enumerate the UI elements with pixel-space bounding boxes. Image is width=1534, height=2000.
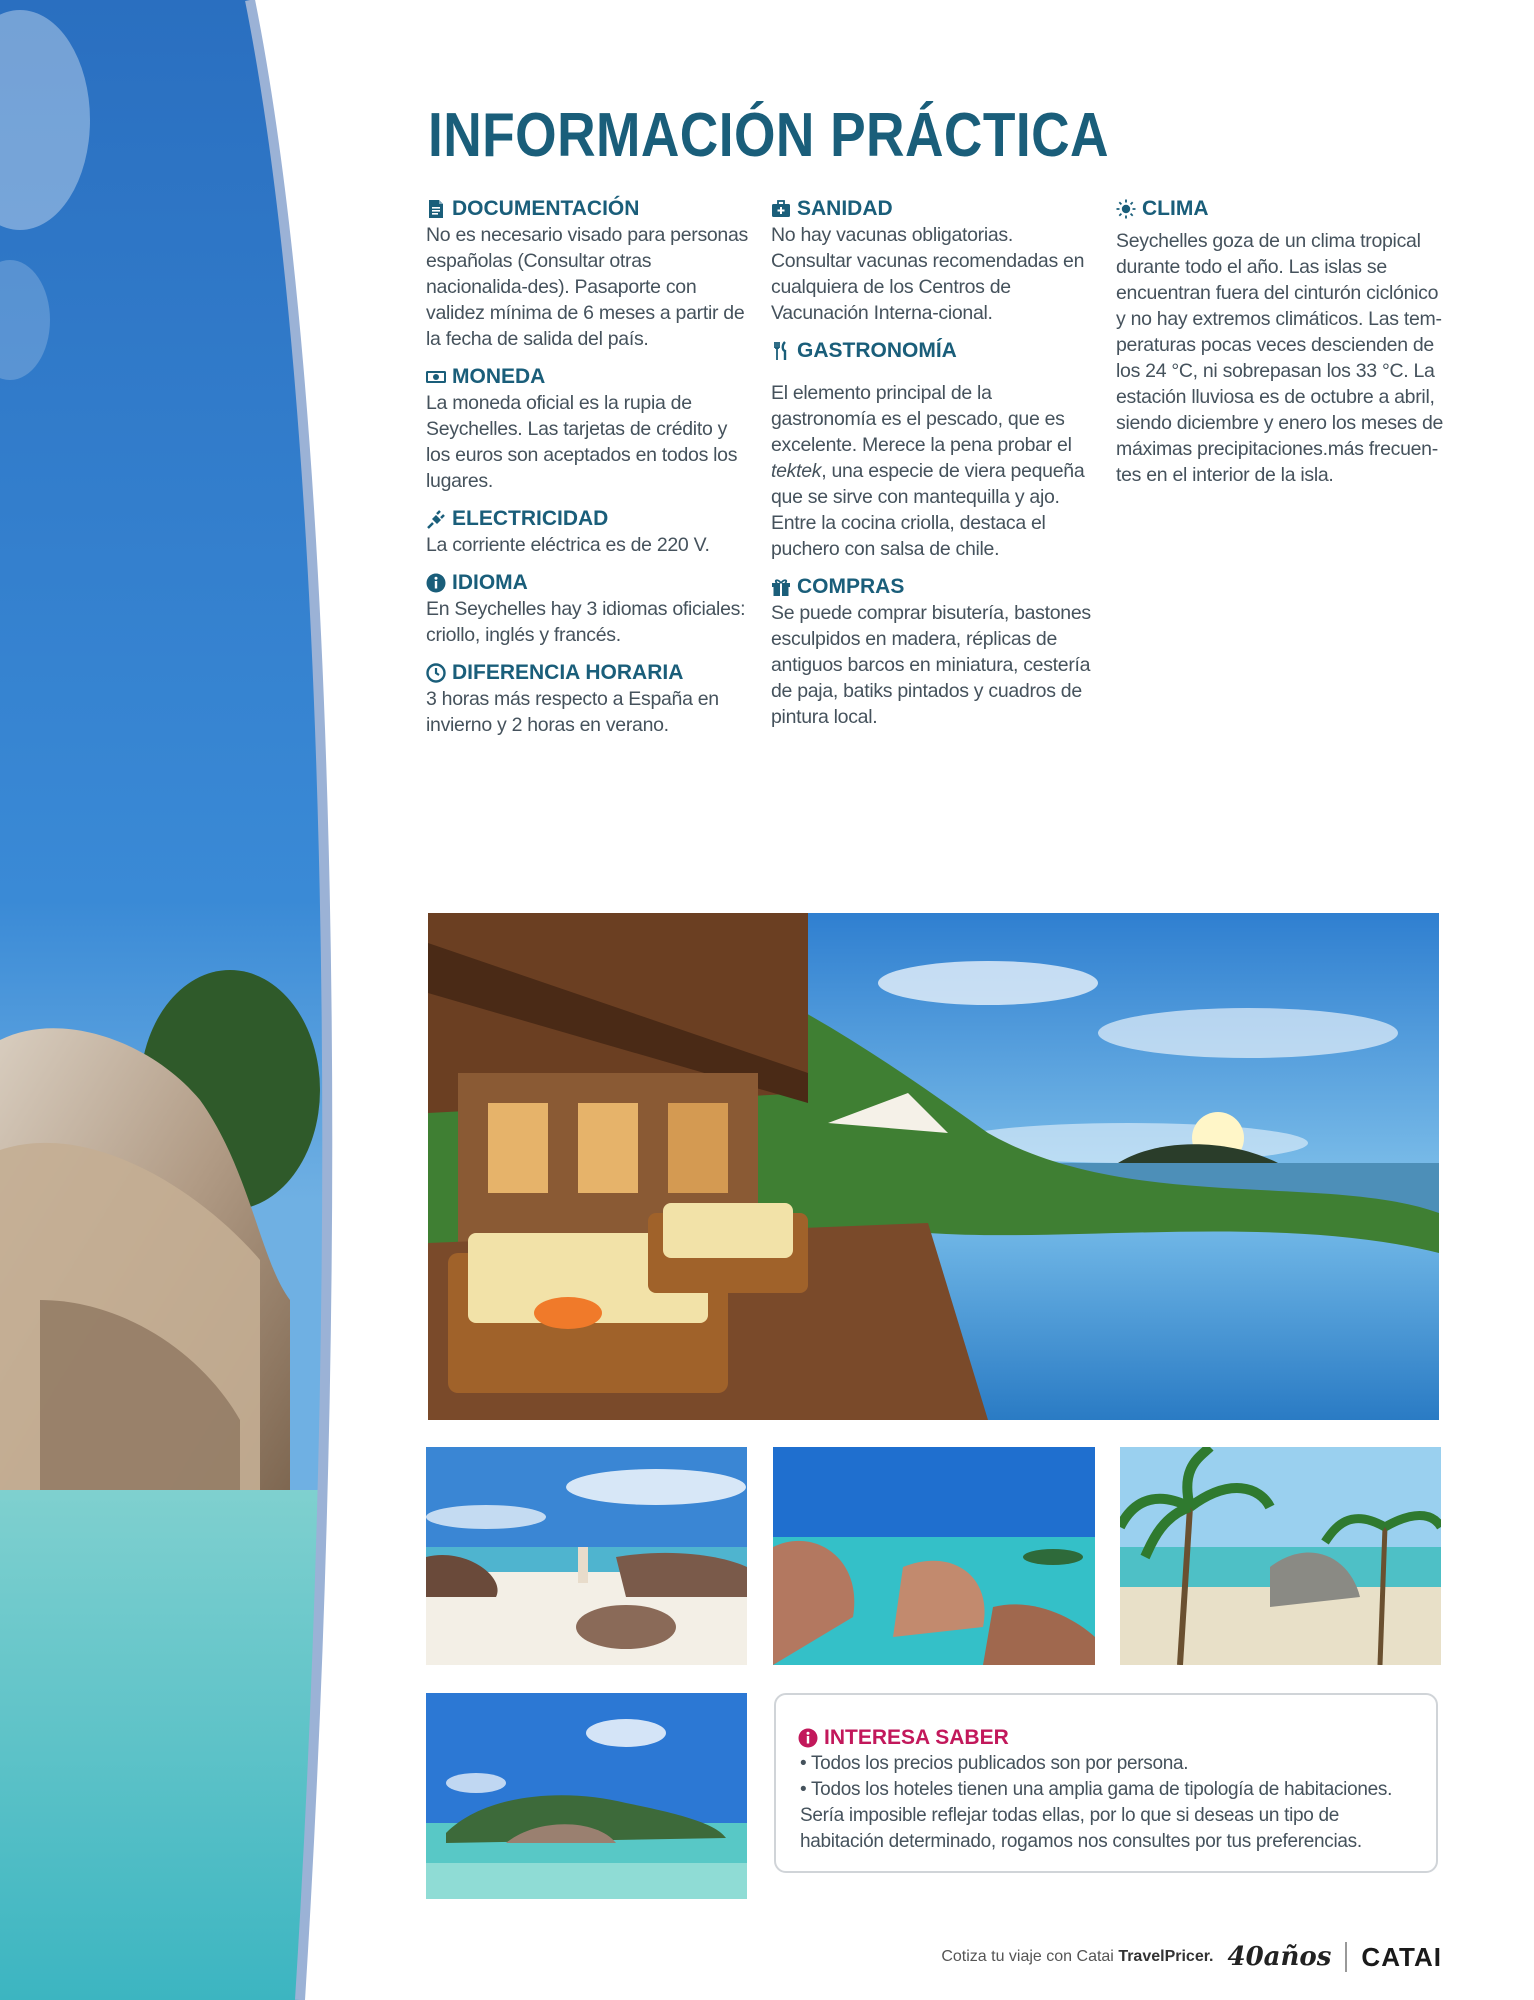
page-title: INFORMACIÓN PRÁCTICA xyxy=(428,101,1109,170)
section-body: La moneda oficial es la rupia de Seychelles. Las tarjetas de crédito y los euros son aceptados en todos los lugares. xyxy=(426,392,738,492)
resort-pool-photo xyxy=(428,913,1439,1420)
plug-icon xyxy=(426,509,446,529)
side-photo-panel xyxy=(0,0,340,2000)
sun-icon xyxy=(1116,199,1136,219)
section-body: No hay vacunas obligatorias. Consultar vacunas recomendadas en cualquiera de los Centros de Vacunación Interna-cional. xyxy=(771,224,1085,324)
rocky-lagoon-photo xyxy=(773,1447,1095,1665)
section-gastronomia xyxy=(771,338,1095,562)
list-item: • Todos los precios publicados son por persona. xyxy=(800,1753,1189,1774)
section-heading: SANIDAD xyxy=(797,197,893,220)
interesa-saber-box xyxy=(774,1693,1438,1873)
section-sanidad xyxy=(771,196,1095,326)
palm-beach-photo xyxy=(1120,1447,1441,1665)
beach-photo-woman xyxy=(426,1447,747,1665)
money-icon xyxy=(426,367,446,387)
section-heading: CLIMA xyxy=(1142,197,1209,220)
section-heading: DOCUMENTACIÓN xyxy=(452,197,640,220)
section-heading: GASTRONOMÍA xyxy=(797,339,957,362)
footer xyxy=(941,1940,1442,1974)
section-heading: ELECTRICIDAD xyxy=(452,507,609,530)
cutlery-icon xyxy=(771,341,791,361)
section-heading: COMPRAS xyxy=(797,575,905,598)
section-body: En Seychelles hay 3 idiomas oficiales: criollo, inglés y francés. xyxy=(426,598,746,646)
info-column-1 xyxy=(426,196,750,750)
section-body: El elemento principal de la gastronomía es el pescado, que es excelente. Merece la pena probar el tektek, una especie de viera pequeña que se sirve con mantequilla y ajo. Entre la cocina criolla, destaca el puchero con salsa de chile. xyxy=(771,382,1085,560)
info-icon xyxy=(798,1728,818,1748)
section-heading: DIFERENCIA HORARIA xyxy=(452,661,684,684)
anniversary-logo: 40años xyxy=(1227,1942,1332,1972)
catai-logo: CATAI xyxy=(1361,1941,1442,1972)
info-icon xyxy=(426,573,446,593)
logo-divider xyxy=(1345,1942,1347,1972)
section-heading: MONEDA xyxy=(452,365,546,388)
section-body: Se puede comprar bisutería, bastones esculpidos en madera, réplicas de antiguos barcos en miniatura, cestería de paja, batiks pintados y cuadros de pintura local. xyxy=(771,602,1091,728)
section-electricidad xyxy=(426,506,750,558)
section-clima xyxy=(1116,196,1448,488)
info-column-3 xyxy=(1116,196,1448,500)
gift-icon xyxy=(771,577,791,597)
island-rocks-photo xyxy=(426,1693,747,1899)
section-body: La corriente eléctrica es de 220 V. xyxy=(426,534,710,556)
clock-icon xyxy=(426,663,446,683)
section-compras xyxy=(771,574,1095,730)
section-moneda xyxy=(426,364,750,494)
dish-name: tektek xyxy=(771,460,822,482)
section-body: Seychelles goza de un clima tropical durante todo el año. Las islas se encuentran fuera del cinturón ciclónico y no hay extremos climáticos. Las tem-peraturas pocas veces descienden de los 24 °C, ni sobrepasan los 33 °C. La estación lluviosa es de octubre a abril, siendo diciembre y enero los meses de máximas precipitaciones.más frecuen-tes en el interior de la isla. xyxy=(1116,230,1444,486)
section-body: 3 horas más respecto a España en invierno y 2 horas en verano. xyxy=(426,688,719,736)
section-diferencia-horaria xyxy=(426,660,750,738)
section-body: No es necesario visado para personas españolas (Consultar otras nacionalida-des). Pasaporte con validez mínima de 6 meses a partir de la fecha de salida del país. xyxy=(426,224,748,350)
info-column-2 xyxy=(771,196,1095,742)
medkit-icon xyxy=(771,199,791,219)
section-idioma xyxy=(426,570,750,648)
interesa-body xyxy=(798,1751,1414,1855)
interesa-heading: INTERESA SABER xyxy=(824,1726,1009,1749)
section-heading: IDIOMA xyxy=(452,571,528,594)
document-icon xyxy=(426,199,446,219)
list-item: • Todos los hoteles tienen una amplia gama de tipología de habitaciones. Sería imposible reflejar todas ellas, por lo que si deseas un tipo de habitación determinado, rogamos nos consultes por tus preferencias. xyxy=(800,1779,1393,1852)
footer-text: Cotiza tu viaje con Catai TravelPricer. xyxy=(941,1948,1214,1965)
section-documentacion xyxy=(426,196,750,352)
